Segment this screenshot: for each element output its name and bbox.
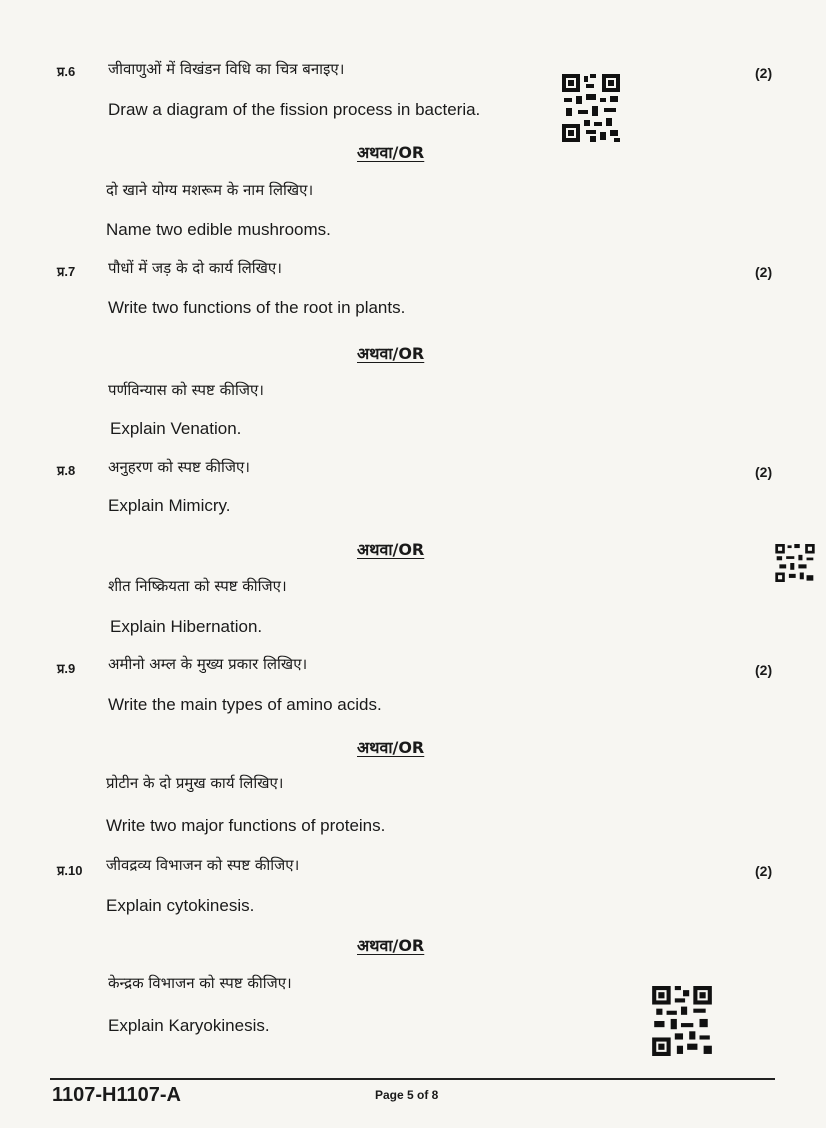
or-separator: अथवा/OR: [357, 540, 425, 559]
question-number: प्र.9: [57, 661, 76, 676]
question-text-english: Draw a diagram of the fission process in bacteria.: [108, 100, 481, 119]
or-separator: अथवा/OR: [357, 936, 425, 955]
or-separator: अथवा/OR: [357, 738, 425, 757]
paper-code: 1107-H1107-A: [52, 1084, 181, 1106]
question-marks: (2): [755, 264, 773, 280]
alternative-text-hindi: पर्णविन्यास को स्पष्ट कीजिए।: [108, 381, 264, 399]
question-text-english: Explain Mimicry.: [108, 496, 231, 515]
question-marks: (2): [755, 464, 773, 480]
alternative-text-english: Explain Venation.: [110, 419, 242, 438]
alternative-text-english: Name two edible mushrooms.: [106, 220, 331, 239]
question-text-english: Explain cytokinesis.: [106, 896, 255, 915]
alternative-text-hindi: केन्द्रक विभाजन को स्पष्ट कीजिए।: [108, 974, 292, 992]
question-marks: (2): [755, 65, 773, 81]
or-separator: अथवा/OR: [357, 143, 425, 162]
alternative-text-english: Explain Karyokinesis.: [108, 1016, 270, 1035]
question-number: प्र.7: [57, 264, 76, 279]
question-text-hindi: जीवद्रव्य विभाजन को स्पष्ट कीजिए।: [106, 856, 300, 874]
question-text-hindi: जीवाणुओं में विखंडन विधि का चित्र बनाइए।: [108, 60, 345, 78]
question-text-hindi: अमीनो अम्ल के मुख्य प्रकार लिखिए।: [108, 655, 308, 673]
qr-code-icon: [562, 74, 620, 142]
question-marks: (2): [755, 863, 773, 879]
alternative-text-hindi: शीत निष्क्रियता को स्पष्ट कीजिए।: [108, 577, 287, 595]
question-text-hindi: अनुहरण को स्पष्ट कीजिए।: [108, 458, 250, 476]
qr-code-icon: [652, 986, 712, 1056]
question-text-english: Write the main types of amino acids.: [108, 695, 382, 714]
alternative-text-hindi: दो खाने योग्य मशरूम के नाम लिखिए।: [106, 181, 314, 199]
alternative-text-english: Explain Hibernation.: [110, 617, 263, 636]
qr-code-icon: [775, 544, 815, 582]
question-text-hindi: पौधों में जड़ के दो कार्य लिखिए।: [108, 259, 282, 277]
alternative-text-english: Write two major functions of proteins.: [106, 816, 386, 835]
question-marks: (2): [755, 662, 773, 678]
or-separator: अथवा/OR: [357, 344, 425, 363]
question-text-english: Write two functions of the root in plants.: [108, 298, 406, 317]
question-number: प्र.6: [57, 64, 76, 79]
page-number: Page 5 of 8: [375, 1088, 439, 1102]
question-number: प्र.8: [57, 463, 76, 478]
alternative-text-hindi: प्रोटीन के दो प्रमुख कार्य लिखिए।: [106, 774, 284, 792]
question-number: प्र.10: [57, 863, 83, 878]
footer-divider: [50, 1078, 775, 1080]
